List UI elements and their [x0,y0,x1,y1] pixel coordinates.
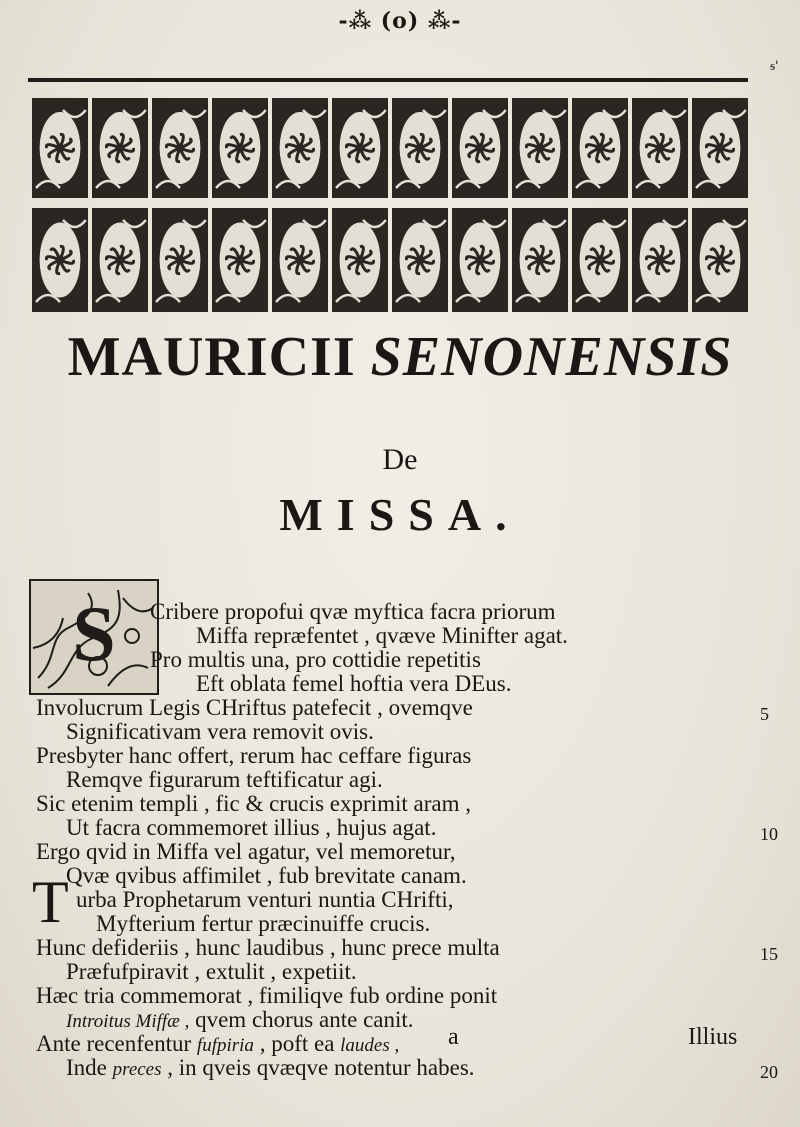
verse-line: Hunc defideriis , hunc laudibus , hunc prece multa [36,935,500,960]
corner-mark: ᵴ' [770,59,779,74]
verse-line: Pro multis una, pro cottidie repetitis [150,647,481,672]
line-number: 15 [760,944,778,964]
title-roman: MAURICII [67,326,371,388]
italic-term: Introitus Miffæ , [66,1011,190,1032]
subtitle-de: De [382,443,418,476]
verse-line: Præfufpiravit , extulit , expetiit. [66,959,357,984]
verse-line: Qvæ qvibus affimilet , fub brevitate canam. [66,863,467,888]
verse-line: Ut facra commemoret illius , hujus agat. [66,815,437,840]
title-italic: SENONENSIS [370,326,733,388]
verse-line: urba Prophetarum venturi nuntia CHrifti, [76,887,454,912]
verse-line: Introitus Miffæ , qvem chorus ante canit. [66,1007,414,1032]
verse-line: Remqve figurarum teftificatur agi. [66,767,383,792]
initial-t: T [32,869,69,935]
line-number: 5 [760,704,769,724]
subtitle-missa: MISSA. [279,489,521,540]
line-number: 10 [760,824,778,844]
verse-line: Hæc tria commemorat , fimiliqve fub ordine ponit [36,983,498,1008]
svg-text:S: S [72,590,116,677]
verse-line: Significativam vera removit ovis. [66,719,374,744]
verse-line: Inde preces , in qveis qvæqve notentur habes. [66,1055,475,1080]
verse-line: Involucrum Legis CHriftus patefecit , ovemqve [36,695,473,720]
italic-term: fufpiria [196,1035,254,1056]
verse-line: Miffa repræfentet , qvæve Minifter agat. [196,623,568,648]
catchword: Illius [688,1024,738,1050]
verse-line: Eft oblata femel hoftia vera DEus. [196,671,512,696]
signature-mark: a [448,1024,459,1050]
page-number-ornament: -⁂ (o) ⁂- [338,8,462,34]
verse-line: Ergo qvid in Miffa vel agatur, vel memoretur, [36,839,456,864]
verse-line: Presbyter hanc offert, rerum hac ceffare figuras [36,743,472,768]
verse-line: Sic etenim templi , fic & crucis exprimit aram , [36,791,471,816]
verse-line: Myfterium fertur præcinuiffe crucis. [96,911,431,936]
line-number: 20 [760,1062,778,1082]
italic-term: laudes , [340,1035,400,1056]
verse-line: Cribere propofui qvæ myftica facra priorum [150,599,556,624]
italic-term: preces [112,1059,162,1080]
verse-line: Ante recenfentur fufpiria , poft ea laudes , [36,1031,400,1056]
